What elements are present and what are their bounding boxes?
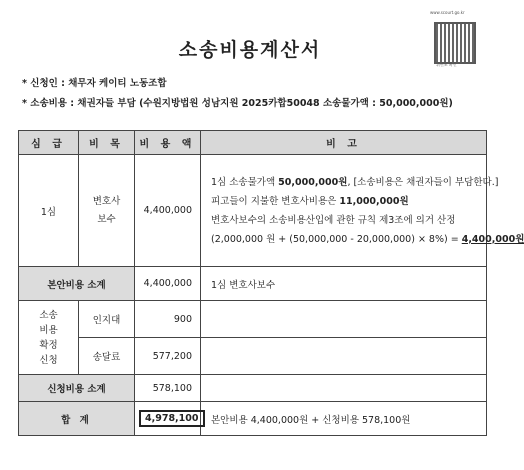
- total-amount: 4,978,100: [139, 410, 205, 427]
- subtotal-main-row: [19, 267, 487, 301]
- subtotal-application-row: [19, 375, 487, 402]
- stamp-fee-amount: 900: [135, 301, 201, 338]
- subtotal-main-note: 1심 변호사보수: [201, 267, 487, 301]
- header-item: 비 목: [79, 131, 135, 155]
- qr-caption: 위변조 확인: [436, 62, 457, 67]
- total-note: 본안비용 4,400,000원 + 신청비용 578,100원: [201, 402, 487, 436]
- subtotal-main-amount: 4,400,000: [135, 267, 201, 301]
- delivery-fee-amount: 577,200: [135, 338, 201, 375]
- table-row: [19, 155, 487, 267]
- table-header-row: [19, 131, 487, 155]
- note-line-4: (2,000,000 원 + (50,000,000 - 20,000,000) × 8%) = 4,400,000원: [211, 233, 524, 245]
- subtotal-application-amount: 578,100: [135, 375, 201, 402]
- row1-note: [201, 155, 524, 267]
- header-note: 비 고: [201, 131, 487, 155]
- row1-item: [79, 155, 135, 267]
- qr-url: www.scourt.go.kr: [430, 10, 465, 15]
- subtotal-main-label: 본안비용 소계: [19, 267, 135, 301]
- row1-item-line1: 변호사: [92, 195, 121, 207]
- document-title: 소송비용계산서: [178, 39, 322, 61]
- applicant-line: * 신청인 : 채무자 케이티 노동조합: [22, 78, 167, 89]
- header-level: 심 급: [19, 131, 79, 155]
- subtotal-application-label: 신청비용 소계: [19, 375, 135, 402]
- cost-line: * 소송비용 : 채권자들 부담 (수원지방법원 성남지원 2025카합50048 소송물가액 : 50,000,000원): [22, 98, 453, 109]
- note-line-1: 1심 소송물가액 50,000,000원, [소송비용은 채권자들이 부담한다.]: [211, 176, 499, 188]
- header-amount: 비 용 액: [135, 131, 201, 155]
- total-row: [19, 402, 487, 436]
- table-row: [19, 301, 487, 338]
- row1-amount: 4,400,000: [135, 155, 201, 267]
- cost-table: [18, 130, 524, 436]
- note-line-3: 변호사보수의 소송비용산입에 관한 규칙 제3조에 의거 산정: [211, 214, 456, 226]
- total-label: 합 계: [19, 402, 135, 436]
- row1-level: 1심: [19, 155, 79, 267]
- application-group-label: 소송 비용 확정 신청: [19, 301, 79, 375]
- table-row: [19, 338, 487, 375]
- note-line-2: 피고들이 지불한 변호사비용은 11,000,000원: [211, 195, 409, 207]
- row1-item-line2: 보수: [97, 213, 116, 225]
- delivery-fee-label: 송달료: [79, 338, 135, 375]
- stamp-fee-label: 인지대: [79, 301, 135, 338]
